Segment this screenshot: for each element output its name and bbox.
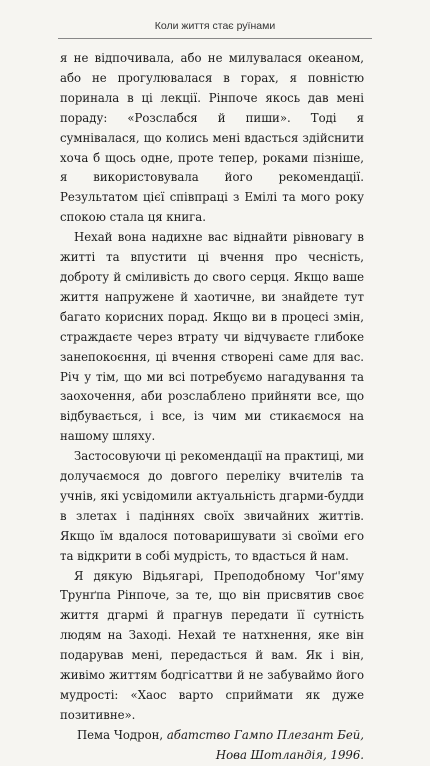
signature: [60, 726, 364, 766]
paragraph: Я дякую Відьягарі, Преподобному Чоґ'яму Трунґпа Рінпоче, за те, що він присвятив своє життя дгармі й прагнув передати її сутність людям на Заході. Нехай те натхнення, яке він подарував мені, передасться й вам. Як і він, живімо життям бодгісаттви й не забуваймо його мудрості: «Хаос варто сприймати як дуже позитивне».: [60, 568, 364, 722]
signature-year: 1996.: [330, 747, 364, 762]
paragraph: Нехай вона надихне вас віднайти рівновагу в житті та впустити ці вчення про чесність, доброту й сміливість до свого серця. Якщо ваше життя напружене й хаотичне, ви знайдете тут багато корисних порад. Якщо ви в процесі змін, страждаєте через втрату чи відчуваєте глибоке занепокоєння, ці вчення створені саме для вас. Річ у тім, що ми всі потребуємо нагадування та заохочення, аби розслаблено прийняти все, що відбувається, і все, із чим ми стикаємося на нашому шляху.: [60, 230, 364, 444]
paragraph-continued: я не відпочивала, або не милувалася океаном, або не прогулювалася в горах, я повністю поринала в ці лекції. Рінпоче якось дав мені пораду: «Розслабся й пиши». Тоді я сумнівалася, що колись мені вдасться здійснити хоча б щось одне, проте тепер, роками пізніше, я використовувала його рекомендації. Результатом цієї співпраці з Емілі та мого року спокою стала ця книга.: [60, 51, 364, 225]
signature-author: Пема Чодрон,: [76, 727, 164, 742]
running-head-rule: [58, 38, 372, 39]
body-text: [60, 49, 364, 766]
paragraph: Застосовуючи ці рекомендації на практиці, ми долучаємося до довгого переліку вчителів та учнів, які усвідомили актуальність дгарми-будди в злетах і падіннях своїх звичайних життів. Якщо їм вдалося потоваришувати зі своїми его та відкрити в собі мудрість, то вдасться й нам.: [60, 449, 364, 563]
signature-place: абатство Гампо Плезант Бей,: [166, 727, 364, 742]
running-head: Коли життя стає руїнами: [154, 20, 276, 32]
signature-place: Нова Шотландія,: [215, 747, 327, 762]
